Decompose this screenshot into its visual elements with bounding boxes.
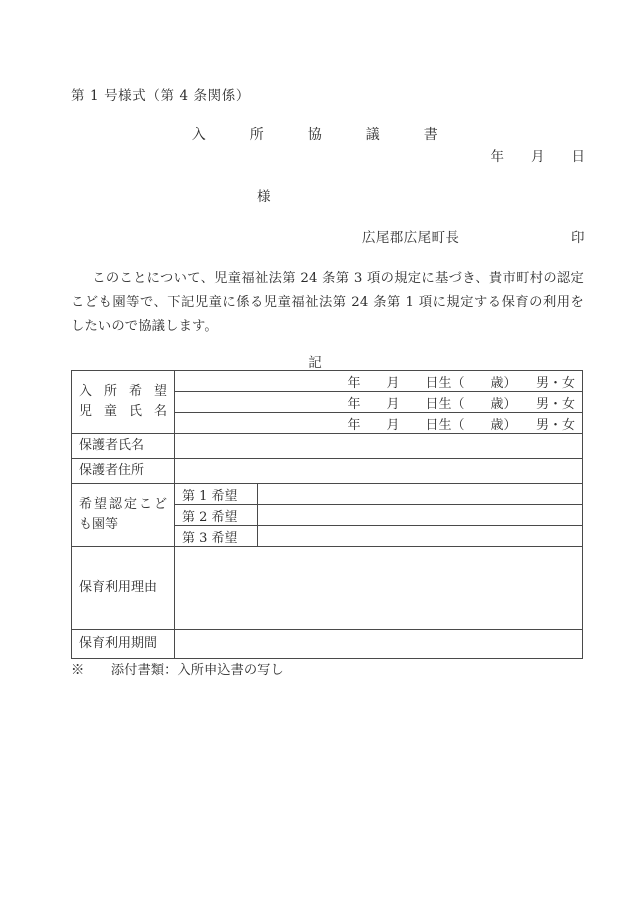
- table-row: [72, 547, 583, 630]
- childcare-reason-label-text: 保育利用理由: [79, 580, 158, 595]
- seal-marker: 印: [571, 230, 585, 246]
- preference-rank-2-label: 第 2 希望: [175, 505, 258, 526]
- preference-rank-1-label: 第 1 希望: [175, 484, 258, 505]
- preference-rank-3-label: 第 3 希望: [175, 526, 258, 547]
- issuer-name: 広尾郡広尾町長: [362, 230, 460, 246]
- preferred-facility-label-line2: も園等: [79, 517, 119, 532]
- ki-marker: 記: [308, 355, 322, 371]
- preference-rank-2-field[interactable]: [258, 505, 583, 526]
- preferred-facility-label-line1: 希望認定こど: [79, 497, 167, 512]
- preference-rank-3-field[interactable]: [258, 526, 583, 547]
- attachment-footnote: ※ 添付書類：入所申込書の写し: [71, 663, 284, 678]
- table-row: [72, 630, 583, 659]
- child-entry-row-3[interactable]: 年 月 日生（ 歳） 男・女: [175, 413, 583, 434]
- table-row: [72, 434, 583, 459]
- guardian-address-label: [72, 459, 175, 484]
- preference-rank-1-field[interactable]: [258, 484, 583, 505]
- body-paragraph: このことについて、児童福祉法第 24 条第 3 項の規定に基づき、貴市町村の認定こども園等で、下記児童に係る児童福祉法第 24 条第 1 項に規定する保育の利用をしたいので協議します。: [71, 271, 584, 334]
- childcare-period-field[interactable]: [175, 630, 583, 659]
- addressee-honorific: 様: [257, 189, 271, 205]
- table-row: [72, 484, 583, 505]
- child-name-label: [72, 371, 175, 434]
- child-name-label-line1: 入所希望: [79, 384, 167, 399]
- application-form-table: [71, 370, 583, 659]
- guardian-name-label: [72, 434, 175, 459]
- childcare-reason-label: [72, 547, 175, 630]
- childcare-reason-field[interactable]: [175, 547, 583, 630]
- childcare-period-label: [72, 630, 175, 659]
- table-row: [72, 371, 583, 392]
- document-title: 入 所 協 議 書: [191, 127, 439, 143]
- guardian-address-label-text: 保護者住所: [79, 463, 145, 478]
- table-row: [72, 459, 583, 484]
- date-blank-line: 年 月 日: [490, 149, 585, 165]
- child-entry-row-2[interactable]: 年 月 日生（ 歳） 男・女: [175, 392, 583, 413]
- guardian-name-field[interactable]: [175, 434, 583, 459]
- preferred-facility-label: [72, 484, 175, 547]
- childcare-period-label-text: 保育利用期間: [79, 636, 158, 651]
- child-entry-row-1[interactable]: 年 月 日生（ 歳） 男・女: [175, 371, 583, 392]
- guardian-name-label-text: 保護者氏名: [79, 438, 145, 453]
- form-code-label: 第 1 号様式（第 4 条関係）: [71, 88, 250, 104]
- child-name-label-line2: 児童氏名: [79, 404, 167, 419]
- guardian-address-field[interactable]: [175, 459, 583, 484]
